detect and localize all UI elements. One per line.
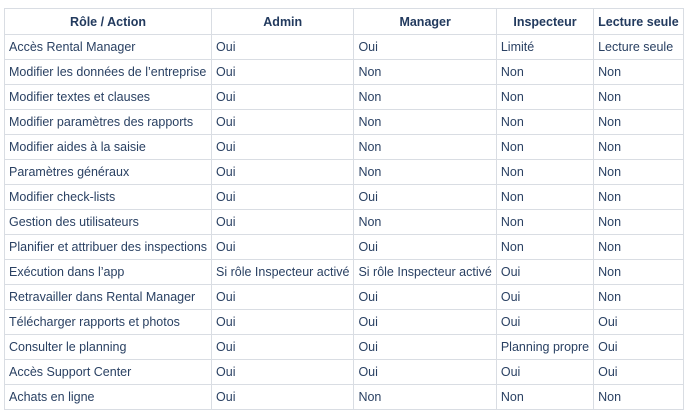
cell-lecture-seule: Lecture seule <box>594 35 684 60</box>
cell-inspecteur: Non <box>496 235 593 260</box>
cell-action: Achats en ligne <box>5 385 212 410</box>
table-row <box>5 85 684 110</box>
table-row <box>5 285 684 310</box>
cell-inspecteur: Non <box>496 210 593 235</box>
cell-manager: Non <box>354 135 496 160</box>
cell-action: Modifier textes et clauses <box>5 85 212 110</box>
cell-lecture-seule: Non <box>594 135 684 160</box>
cell-admin: Oui <box>212 135 354 160</box>
cell-admin: Oui <box>212 235 354 260</box>
permissions-table <box>4 8 684 410</box>
cell-admin: Oui <box>212 85 354 110</box>
cell-admin: Oui <box>212 310 354 335</box>
cell-action: Télécharger rapports et photos <box>5 310 212 335</box>
cell-action: Planifier et attribuer des inspections <box>5 235 212 260</box>
table-row <box>5 235 684 260</box>
cell-admin: Oui <box>212 110 354 135</box>
cell-inspecteur: Non <box>496 160 593 185</box>
header-admin: Admin <box>212 9 354 35</box>
table-row <box>5 210 684 235</box>
cell-manager: Non <box>354 110 496 135</box>
cell-action: Modifier check-lists <box>5 185 212 210</box>
cell-inspecteur: Non <box>496 385 593 410</box>
table-row <box>5 35 684 60</box>
cell-manager: Oui <box>354 335 496 360</box>
cell-manager: Oui <box>354 235 496 260</box>
cell-action: Modifier paramètres des rapports <box>5 110 212 135</box>
cell-admin: Oui <box>212 210 354 235</box>
cell-inspecteur: Non <box>496 135 593 160</box>
cell-inspecteur: Non <box>496 185 593 210</box>
table-row <box>5 185 684 210</box>
cell-inspecteur: Oui <box>496 260 593 285</box>
cell-action: Accès Support Center <box>5 360 212 385</box>
cell-lecture-seule: Non <box>594 160 684 185</box>
cell-lecture-seule: Non <box>594 85 684 110</box>
cell-lecture-seule: Non <box>594 260 684 285</box>
cell-action: Exécution dans l’app <box>5 260 212 285</box>
cell-action: Paramètres généraux <box>5 160 212 185</box>
cell-manager: Oui <box>354 310 496 335</box>
cell-inspecteur: Non <box>496 110 593 135</box>
cell-admin: Oui <box>212 185 354 210</box>
cell-lecture-seule: Non <box>594 285 684 310</box>
table-row <box>5 310 684 335</box>
cell-admin: Oui <box>212 385 354 410</box>
cell-action: Modifier les données de l’entreprise <box>5 60 212 85</box>
cell-lecture-seule: Oui <box>594 335 684 360</box>
cell-inspecteur: Limité <box>496 35 593 60</box>
cell-inspecteur: Oui <box>496 285 593 310</box>
cell-manager: Oui <box>354 185 496 210</box>
cell-lecture-seule: Non <box>594 185 684 210</box>
cell-admin: Oui <box>212 285 354 310</box>
table-row <box>5 110 684 135</box>
table-header-row <box>5 9 684 35</box>
header-manager: Manager <box>354 9 496 35</box>
cell-action: Modifier aides à la saisie <box>5 135 212 160</box>
cell-admin: Oui <box>212 35 354 60</box>
cell-action: Accès Rental Manager <box>5 35 212 60</box>
cell-lecture-seule: Non <box>594 60 684 85</box>
cell-manager: Non <box>354 160 496 185</box>
cell-inspecteur: Non <box>496 85 593 110</box>
cell-manager: Non <box>354 60 496 85</box>
cell-lecture-seule: Non <box>594 385 684 410</box>
table-row <box>5 160 684 185</box>
cell-manager: Oui <box>354 35 496 60</box>
cell-manager: Non <box>354 210 496 235</box>
cell-action: Consulter le planning <box>5 335 212 360</box>
table-row <box>5 360 684 385</box>
table-row <box>5 135 684 160</box>
cell-manager: Oui <box>354 285 496 310</box>
table-row <box>5 260 684 285</box>
table-row <box>5 335 684 360</box>
cell-admin: Oui <box>212 60 354 85</box>
cell-lecture-seule: Oui <box>594 360 684 385</box>
header-lecture-seule: Lecture seule <box>594 9 684 35</box>
cell-admin: Oui <box>212 160 354 185</box>
cell-inspecteur: Planning propre <box>496 335 593 360</box>
cell-lecture-seule: Non <box>594 210 684 235</box>
table-row <box>5 385 684 410</box>
cell-inspecteur: Non <box>496 60 593 85</box>
table-row <box>5 60 684 85</box>
cell-admin: Oui <box>212 360 354 385</box>
cell-lecture-seule: Oui <box>594 310 684 335</box>
cell-manager: Oui <box>354 360 496 385</box>
cell-manager: Si rôle Inspecteur activé <box>354 260 496 285</box>
cell-inspecteur: Oui <box>496 310 593 335</box>
cell-manager: Non <box>354 385 496 410</box>
cell-admin: Si rôle Inspecteur activé <box>212 260 354 285</box>
header-inspecteur: Inspecteur <box>496 9 593 35</box>
cell-lecture-seule: Non <box>594 110 684 135</box>
header-role-action: Rôle / Action <box>5 9 212 35</box>
cell-action: Gestion des utilisateurs <box>5 210 212 235</box>
cell-inspecteur: Oui <box>496 360 593 385</box>
cell-admin: Oui <box>212 335 354 360</box>
cell-action: Retravailler dans Rental Manager <box>5 285 212 310</box>
permissions-table-container <box>4 8 684 410</box>
cell-manager: Non <box>354 85 496 110</box>
cell-lecture-seule: Non <box>594 235 684 260</box>
